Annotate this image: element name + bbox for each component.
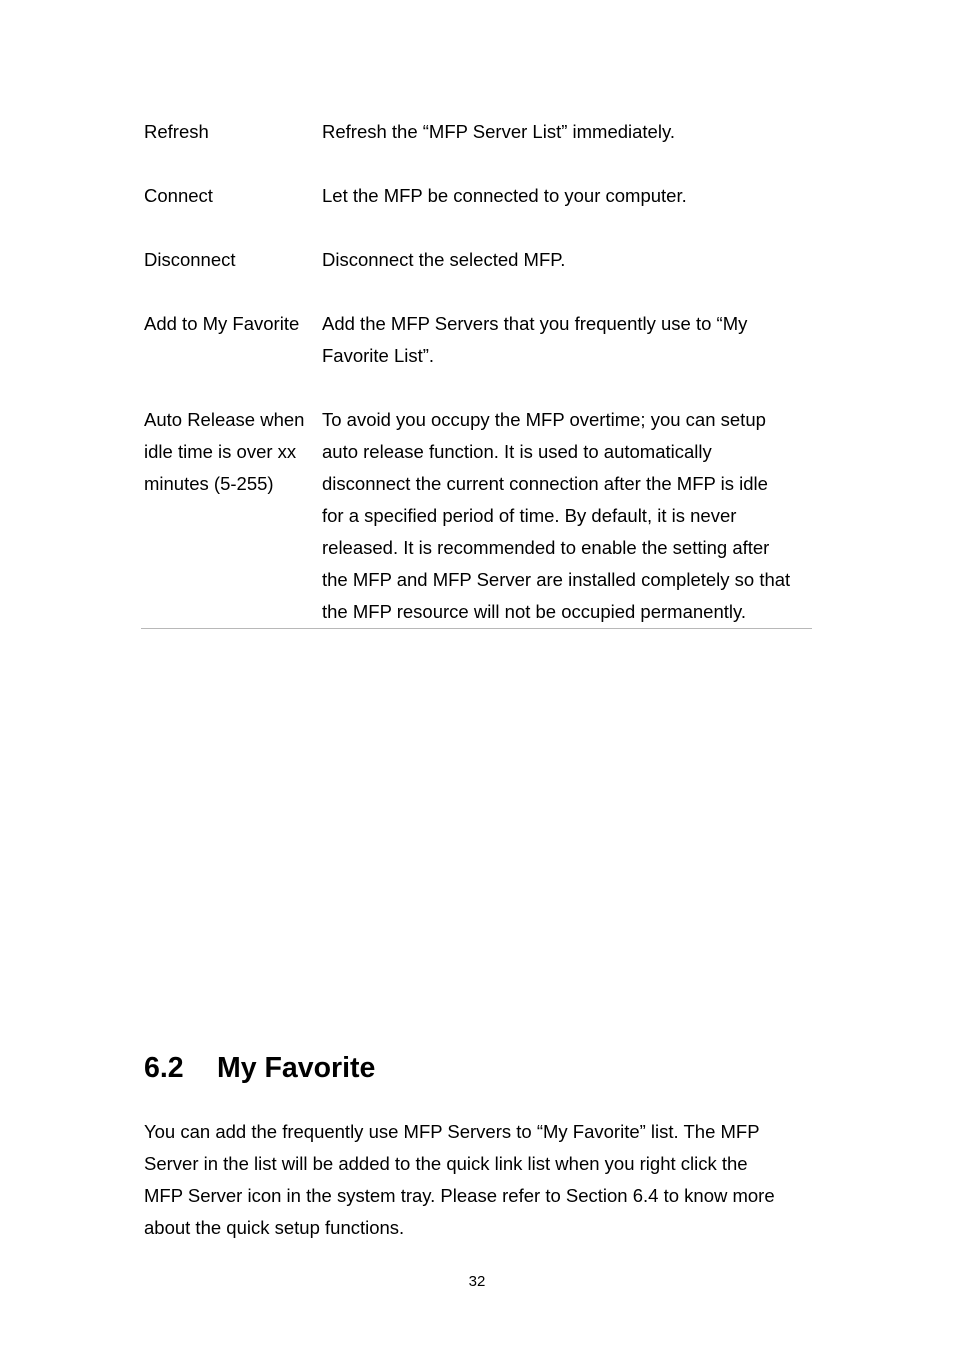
- option-term: Refresh: [144, 121, 209, 142]
- description-line: for a specified period of time. By default, it is never: [322, 505, 737, 526]
- description-line: Favorite List”.: [322, 345, 435, 366]
- option-row-auto-release: [141, 404, 812, 628]
- option-description: [319, 308, 812, 372]
- paragraph-line: You can add the frequently use MFP Servers to “My Favorite” list. The MFP: [144, 1121, 760, 1142]
- description-line: Refresh the “MFP Server List” immediately.: [322, 121, 675, 142]
- description-line: Disconnect the selected MFP.: [322, 249, 566, 270]
- option-term: Disconnect: [144, 249, 236, 270]
- option-term: [141, 404, 319, 628]
- option-description: [319, 180, 812, 212]
- paragraph-line: Server in the list will be added to the quick link list when you right click the: [144, 1153, 748, 1174]
- term-line: idle time is over xx: [144, 441, 297, 462]
- term-line: Auto Release when: [144, 409, 305, 430]
- paragraph-line: about the quick setup functions.: [144, 1217, 405, 1238]
- description-line: To avoid you occupy the MFP overtime; you can setup: [322, 409, 766, 430]
- section-number: 6.2: [144, 1052, 184, 1084]
- description-line: the MFP and MFP Server are installed completely so that: [322, 569, 791, 590]
- option-row-refresh: [141, 116, 812, 148]
- description-line: disconnect the current connection after the MFP is idle: [322, 473, 768, 494]
- section-paragraph: [144, 1116, 812, 1244]
- option-description: [319, 244, 812, 276]
- option-term: Add to My Favorite: [144, 313, 300, 334]
- description-line: Let the MFP be connected to your computer.: [322, 185, 687, 206]
- term-line: minutes (5-255): [144, 473, 274, 494]
- option-row-disconnect: [141, 244, 812, 276]
- option-term: Connect: [144, 185, 213, 206]
- section-heading: [144, 1048, 375, 1088]
- option-row-connect: [141, 180, 812, 212]
- page-number: 32: [468, 1273, 486, 1290]
- option-description: [319, 116, 812, 148]
- description-line: released. It is recommended to enable the setting after: [322, 537, 770, 558]
- description-line: auto release function. It is used to automatically: [322, 441, 712, 462]
- options-table: [141, 116, 812, 629]
- section-title: My Favorite: [217, 1052, 376, 1084]
- option-description: [319, 404, 812, 628]
- description-line: Add the MFP Servers that you frequently use to “My: [322, 313, 748, 334]
- description-line: the MFP resource will not be occupied permanently.: [322, 601, 747, 622]
- option-row-add-to-my-favorite: [141, 308, 812, 372]
- paragraph-line: MFP Server icon in the system tray. Please refer to Section 6.4 to know more: [144, 1185, 775, 1206]
